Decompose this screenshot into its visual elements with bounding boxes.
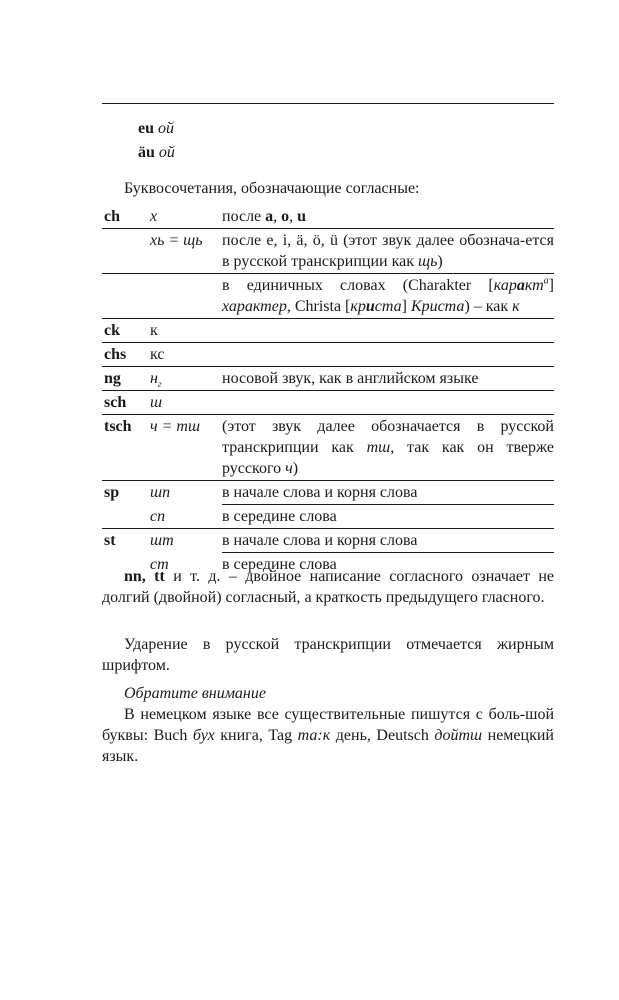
note-text: день, Deutsch [330, 727, 435, 744]
table-row [102, 319, 554, 343]
description-cell [222, 205, 554, 229]
vowel-combo-letters: äu [138, 144, 155, 161]
desc-bold-letter: a [265, 208, 274, 225]
letters-cell [102, 229, 150, 274]
table-row [102, 481, 554, 505]
sound-cell: шт [150, 532, 174, 549]
desc-text: , Christa [ [286, 298, 351, 315]
letters-cell: sch [104, 394, 127, 411]
double-consonant-text: и т. д. – двойное написание согласного означает не долгий (двойной) согласный, а краткость предыдущего гласного. [102, 568, 555, 606]
table-row [102, 505, 554, 529]
desc-text: (этот звук далее обозначается в русской транскрипции как [222, 418, 554, 456]
desc-italic: характер [222, 298, 287, 315]
note-transcription: бух [192, 727, 215, 744]
sound-cell: хь = щь [150, 232, 203, 249]
desc-text: , [289, 208, 298, 225]
desc-text: , [273, 208, 282, 225]
sound-cell: х [150, 208, 158, 225]
letters-cell [102, 274, 150, 319]
consonant-table [102, 205, 554, 576]
top-rule [102, 103, 554, 104]
note-text: книга, Tag [214, 727, 298, 744]
letters-cell: sp [104, 484, 120, 501]
desc-bold-letter: u [297, 208, 307, 225]
desc-italic: кт [524, 277, 544, 294]
vowel-combo-letters: eu [138, 120, 154, 137]
sound-sub: г [157, 379, 162, 390]
desc-italic: тш, [366, 439, 395, 456]
sound-cell: к [150, 322, 158, 339]
note-paragraph [102, 704, 554, 767]
table-row [102, 529, 554, 553]
description-cell: в середине слова [222, 556, 337, 573]
desc-text: в единичных словах (Charakter [ [222, 277, 494, 294]
letters-cell [102, 505, 150, 529]
sound-cell: кс [150, 346, 165, 363]
table-row [102, 205, 554, 229]
description-cell [222, 415, 554, 481]
description-cell: в начале слова и корня слова [222, 529, 554, 553]
desc-text: ) – как [464, 298, 513, 315]
letters-cell: ck [104, 322, 120, 339]
note-text: В немецком языке все существительные пишутся с боль-шой буквы: Buch [102, 706, 554, 744]
desc-sup: а [543, 275, 549, 287]
table-row [102, 391, 554, 415]
desc-stressed: и [365, 298, 375, 315]
description-cell [222, 229, 554, 274]
letters-cell: chs [104, 346, 127, 363]
letters-cell: st [104, 532, 116, 549]
description-cell: в начале слова и корня слова [222, 481, 554, 505]
desc-italic: ч [285, 460, 293, 477]
stress-paragraph: Ударение в русской транскрипции отмечается жирным шрифтом. [102, 636, 554, 674]
note-text: немецкий язык. [102, 727, 554, 765]
desc-bold-letter: o [281, 208, 290, 225]
desc-text: ) [437, 253, 443, 270]
sound-cell [150, 367, 222, 391]
table-row [102, 343, 554, 367]
table-row [102, 367, 554, 391]
desc-italic: к [512, 298, 520, 315]
sound-cell [150, 274, 222, 319]
note-transcription: дойтш [434, 727, 483, 744]
desc-text: после [222, 208, 266, 225]
desc-italic: кр [350, 298, 366, 315]
letters-cell: ch [104, 208, 120, 225]
desc-text: после e, i, ä, ö, ü (этот звук далее обознача-ется в русской транскрипции как [222, 232, 554, 270]
letters-cell: tsch [104, 418, 132, 435]
desc-italic: щь [418, 253, 438, 270]
description-cell: в середине слова [222, 508, 337, 525]
desc-stressed: а [516, 277, 525, 294]
table-row [102, 274, 554, 319]
vowel-combo-transcription: ой [158, 120, 174, 137]
description-cell: носовой звук, как в английском языке [222, 370, 479, 387]
desc-text: ] [548, 277, 554, 294]
sound-main: н [150, 370, 158, 387]
sound-cell: шп [150, 484, 171, 501]
desc-italic: ста [374, 298, 402, 315]
sound-cell: сп [150, 507, 166, 525]
description-cell [222, 343, 554, 367]
desc-text: ] [401, 298, 411, 315]
desc-text: так как он тверже русского [222, 439, 554, 477]
vowel-combo-eu [138, 118, 174, 139]
desc-text: ) [292, 460, 299, 477]
sound-cell: ш [150, 394, 163, 411]
sound-cell: ст [150, 555, 169, 573]
table-row [102, 229, 554, 274]
note-heading: Обратите внимание [124, 685, 266, 702]
letters-cell: ng [104, 370, 121, 387]
description-cell [222, 319, 554, 343]
description-cell [222, 391, 554, 415]
description-cell [222, 274, 554, 319]
vowel-combo-au [138, 142, 175, 163]
double-consonant-paragraph [102, 566, 554, 608]
table-row [102, 415, 554, 481]
note-transcription: та:к [297, 727, 331, 744]
desc-italic: Криста [410, 298, 465, 315]
double-consonant-letters: nn, tt [124, 568, 165, 585]
vowel-combo-transcription: ой [158, 144, 175, 161]
consonants-heading: Буквосочетания, обозначающие согласные: [124, 180, 420, 197]
desc-italic: кар [493, 277, 517, 294]
sound-cell: ч = тш [150, 418, 201, 435]
